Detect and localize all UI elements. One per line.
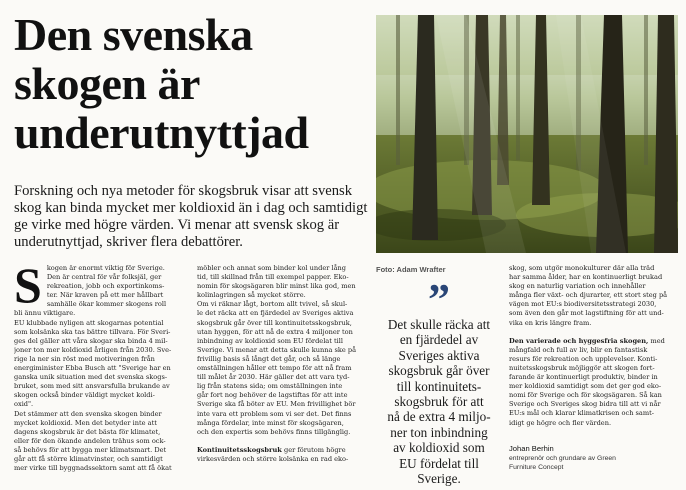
body-line: har samma ålder, har en kontinuerligt brukad — [509, 273, 663, 282]
body-line: mer virke till byggnadssektorn samt att få ökat — [14, 464, 172, 473]
body-line: skog en naturlig variation och innehåller — [509, 282, 646, 291]
quote-line: en fjärdedel av — [399, 332, 479, 348]
body-line: Sverige. Vi menar att detta skulle kunna ske på — [197, 345, 357, 354]
body-line: till målet år 2030. Här gäller det att vara tyd- — [197, 373, 350, 382]
paragraph-gap — [509, 328, 681, 337]
author-title: entreprenör och grundare av Green — [509, 455, 616, 462]
body-line: eller för den ökande andelen trähus som ock- — [14, 436, 166, 445]
body-line: mångfald och full av liv, blir en fantastisk — [509, 345, 648, 354]
body-line: ges del gäller att våra skogar ska binda 4 mil- — [14, 336, 168, 345]
body-line: Sverige och Sveriges skog bidra till att vi når — [509, 400, 661, 409]
body-line — [197, 446, 369, 455]
body-line: omställningen håller ett tempo för att nå fram — [197, 364, 352, 373]
body-line: EU:s mål och klarar klimatkrisen och samt- — [509, 409, 654, 418]
forest-photo — [376, 15, 678, 253]
quote-line: skogsbruk för att — [394, 394, 484, 410]
headline-line: Den svenska — [14, 9, 253, 60]
quote-line: skogsbruk går över — [388, 363, 490, 379]
lede-line: underutnyttjad, skriver flera debattörer. — [14, 234, 243, 250]
body-line: EU klubbade nyligen att skogarnas potential — [14, 318, 164, 327]
headline — [14, 10, 364, 157]
body-line: virkesvärden och större kolsänka en rad eko- — [197, 454, 349, 463]
headline-line: underutnyttjad — [14, 107, 309, 158]
drop-cap: S — [14, 264, 42, 313]
body-line: tid, till skillnad från till exempel papper. Eko- — [197, 273, 349, 282]
quote-line: nå de extra 4 miljo- — [387, 409, 491, 425]
body-line: inbindning av koldioxid som EU fördelat till — [197, 336, 343, 345]
body-line: oxid". — [14, 400, 34, 409]
body-line: Om vi räknar lågt, bortom allt tvivel, så skul- — [197, 300, 348, 309]
author-signature — [509, 444, 681, 472]
body-line: Den är central för vår folksjäl, ger — [46, 273, 162, 282]
body-line: idigt ge högre och fler värden. — [509, 418, 612, 427]
quote-line: Sveriges aktiva — [398, 347, 480, 363]
body-line: bruket, som med sitt ansvarsfulla brukande av — [14, 382, 170, 391]
body-line: ganska unik situation med det svenska skogs- — [14, 373, 168, 382]
bold-lead-rest: ger förutom högre — [281, 445, 346, 454]
pull-quote-text — [376, 317, 502, 486]
body-line: energiminister Ebba Busch att "Sverige har en — [14, 364, 171, 373]
quote-line: Det skulle räcka att — [387, 317, 491, 332]
pull-quote — [376, 275, 502, 487]
quote-line: av koldioxid som — [393, 440, 485, 456]
body-line: mer koldioxid samtidigt som det ger god eko- — [509, 382, 662, 391]
body-line: resurs för rekreation och upplevelser. Konti- — [509, 354, 658, 363]
body-line: nomi för Sverige och för skogsägaren. Så kan — [509, 391, 662, 400]
quote-mark-icon: ” — [428, 275, 450, 324]
body-line: dagens skogsbruk är det bästa för klimatet, — [14, 427, 161, 436]
quote-line: Sverige. — [417, 471, 461, 487]
body-line: många fler växt- och djurarter, ett stort steg på — [509, 291, 668, 300]
body-line: mycket koldioxid. Men det betyder inte att — [14, 418, 157, 427]
body-line: utan hyggen, för att nå de extra 4 miljoner ton — [197, 327, 353, 336]
body-line: inte vara ett problem som vi ser det. Det finns — [197, 409, 352, 418]
body-line: skog, som utgör monokulturer där alla träd — [509, 264, 655, 272]
body-line: som kolsänka ska tas bättre tillvara. För Sveri- — [14, 327, 171, 336]
body-line: frivillig basis så långt det går, och så länge — [197, 354, 341, 363]
lede-line: skog kan binda mycket mer koldioxid än i dag och samtidigt — [14, 200, 368, 216]
body-line: lig från statens sida; om omställningen inte — [197, 382, 343, 391]
lede-line: Forskning och nya metoder för skogsbruk visar att svensk — [14, 183, 353, 199]
body-line: rekreation, jobb och exportinkoms- — [46, 282, 165, 291]
body-line: skogen också binder väldigt mycket koldi- — [14, 391, 155, 400]
photo-credit: Foto: Adam Wrafter — [376, 265, 446, 274]
author-name: Johan Berhin — [509, 444, 554, 453]
body-line — [509, 337, 681, 346]
paragraph-gap — [197, 437, 369, 446]
body-line: samhälle ökar kommer skogens roll — [46, 300, 167, 309]
author-title: Furniture Concept — [509, 464, 564, 471]
bold-lead-rest: med — [648, 336, 665, 345]
article-column-2 — [197, 264, 369, 490]
forest-illustration — [376, 15, 678, 253]
body-line: kolinlagringen så mycket större. — [197, 291, 306, 300]
body-line: så behövs för att bygga mer klimatsmart. Det — [14, 445, 167, 454]
body-line: går att få större klimatvinster, och samtidigt — [14, 454, 163, 463]
headline-line: skogen är — [14, 58, 200, 109]
body-line: nuitetsskogsbruk möjliggör att skogen fort- — [509, 363, 655, 372]
body-line: Sverige ska få böter av EU. Men frivillighet bör — [197, 400, 356, 409]
lede-line: ge virke med högre värden. Vi menar att svensk skog är — [14, 217, 340, 233]
quote-line: till kontinuitets- — [396, 378, 482, 394]
body-line: farande är kontinuerligt produktiv, binder in — [509, 373, 658, 382]
quote-line: EU fördelat till — [399, 455, 479, 471]
body-line: många fördelar, inte minst för skogsägaren, — [197, 418, 344, 427]
bold-lead: Den varierade och hyggesfria skogen, — [509, 336, 649, 345]
body-line: och den expertis som behövs finns tillgänglig. — [197, 427, 351, 436]
bold-lead: Kontinuitetsskogsbruk — [197, 445, 282, 454]
body-line: joner ton mer koldioxid årligen från 2030. Sve- — [14, 345, 172, 354]
quote-line: ner ton inbindning — [390, 424, 488, 440]
body-line: Det stämmer att den svenska skogen binder — [14, 409, 162, 418]
body-line: går fort nog behöver de lagstiftas för att inte — [197, 391, 348, 400]
article-column-1 — [14, 264, 190, 490]
lede — [14, 183, 374, 251]
body-line: som även den går mot lagstiftning för att und- — [509, 309, 664, 318]
body-line: kogen är enormt viktig för Sverige. — [46, 264, 165, 272]
body-line: ter. När kraven på ett mer hållbart — [46, 291, 164, 300]
body-line: skogsbruk går över till kontinuitetsskogsbruk, — [197, 318, 352, 327]
body-line: möbler och annat som binder kol under lång — [197, 264, 347, 272]
body-line: bli ännu viktigare. — [14, 309, 76, 318]
body-line: rige la ner sin röst med motiveringen från — [14, 354, 155, 363]
body-line: nomin för skogsägaren blir minst lika god, men — [197, 282, 356, 291]
body-line: vägen mot EU:s biodiversitetsstrategi 2030, — [509, 300, 657, 309]
body-line: le det räcka att en fjärdedel av Sveriges aktiva — [197, 309, 354, 318]
body-line: vika en kris längre fram. — [509, 318, 592, 327]
